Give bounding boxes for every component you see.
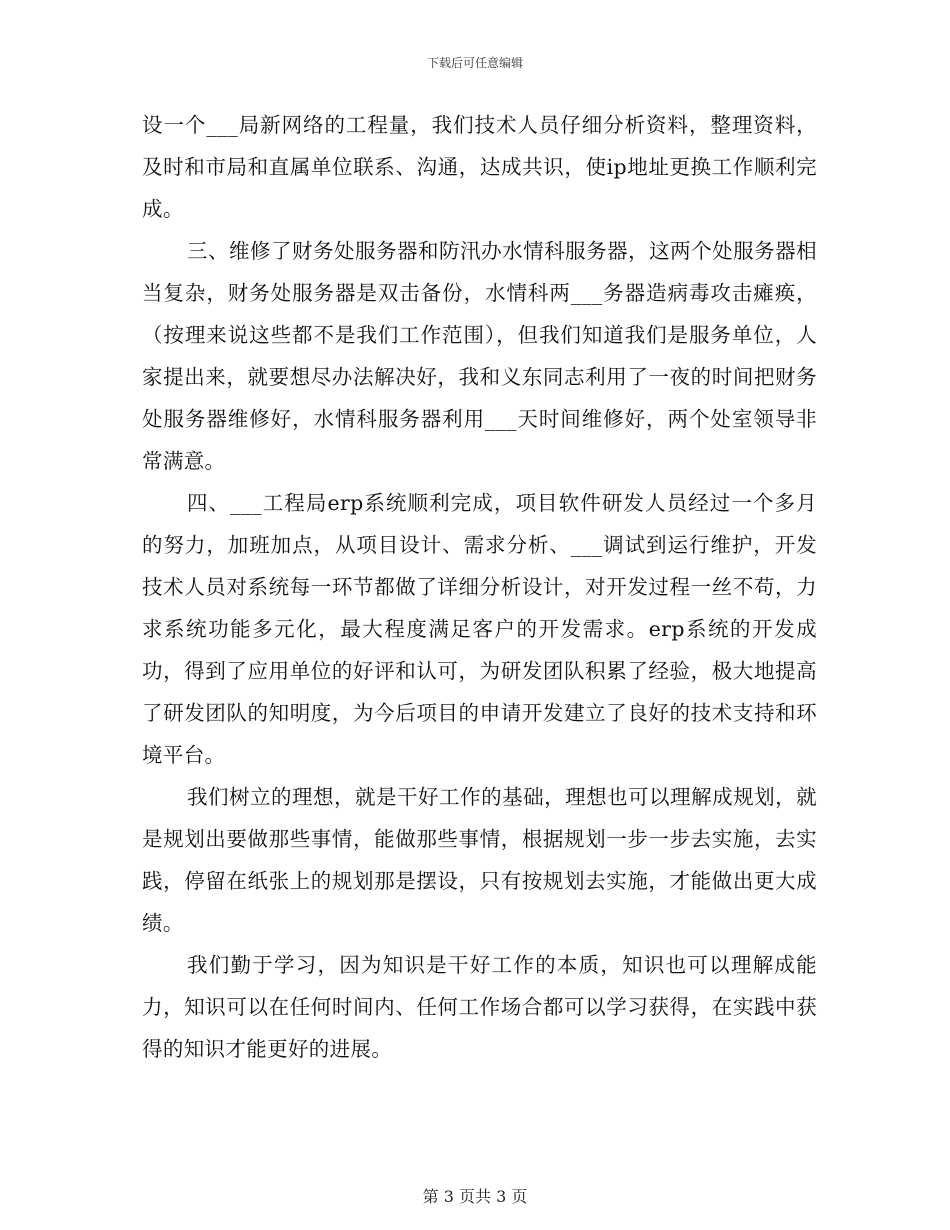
paragraph-item-three: 三、维修了财务处服务器和防汛办水情科服务器，这两个处服务器相当复杂，财务处服务器是双击备份，水情科两___务器造病毒攻击瘫痪，（按理来说这些都不是我们工作范围），但我们知道我们是服务单位，人家提出来，就要想尽办法解决好，我和义东同志利用了一夜的时间把财务处服务器维修好，水情科服务器利用___天时间维修好，两个处室领导非常满意。 xyxy=(142,239,817,473)
paragraph-continuation: 设一个___局新网络的工程量，我们技术人员仔细分析资料，整理资料，及时和市局和直属单位联系、沟通，达成共识，使ip地址更换工作顺利完成。 xyxy=(142,113,817,221)
document-body xyxy=(142,104,817,1070)
page-number: 第 3 页共 3 页 xyxy=(422,1187,528,1206)
page-header: 下载后可任意编辑 xyxy=(426,56,523,70)
paragraph-ideals: 我们树立的理想，就是干好工作的基础，理想也可以理解成规划，就是规划出要做那些事情，能做那些事情，根据规划一步一步去实施，去实践，停留在纸张上的规划那是摆设，只有按规划去实施，才能做出更大成绩。 xyxy=(142,785,817,935)
paragraph-item-four: 四、___工程局erp系统顺利完成，项目软件研发人员经过一个多月的努力，加班加点，从项目设计、需求分析、___调试到运行维护，开发技术人员对系统每一环节都做了详细分析设计，对开发过程一丝不苟，力求系统功能多元化，最大程度满足客户的开发需求。erp系统的开发成功，得到了应用单位的好评和认可，为研发团队积累了经验，极大地提高了研发团队的知明度，为今后项目的申请开发建立了良好的技术支持和环境平台。 xyxy=(142,491,817,767)
paragraph-learning: 我们勤于学习，因为知识是干好工作的本质，知识也可以理解成能力，知识可以在任何时间内、任何工作场合都可以学习获得，在实践中获得的知识才能更好的进展。 xyxy=(142,953,817,1061)
